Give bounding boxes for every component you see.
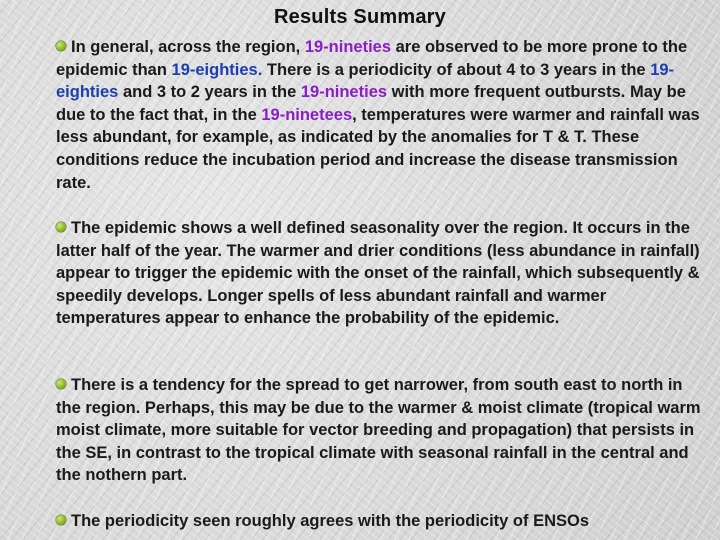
highlight-decade: 19-nineties — [300, 83, 388, 102]
bullet-item-2 — [56, 217, 710, 330]
slide-title: Results Summary — [274, 6, 446, 28]
bullet-item-1 — [56, 36, 710, 194]
bullet-text: with more frequent outbursts. May be due to the fact that, in the — [56, 83, 686, 124]
bullet-text: The epidemic shows a well defined seasonality over the region. It occurs in the latter half of the year. The warmer and drier conditions (less abundance in rainfall) appear to trigger the epidemic with the onset of the rainfall, which subsequently & speedily develops. Longer spells of less abundant rainfall and warmer temperatures appear to enhance the probability of the epidemic. — [56, 219, 700, 328]
bullet-item-4 — [56, 510, 710, 533]
highlight-decade: 19-nineties — [304, 38, 392, 56]
bullet-text: are observed to be more prone to the epidemic than — [56, 38, 688, 79]
bullet-text: The periodicity seen roughly agrees with the periodicity of ENSOs — [71, 512, 590, 530]
bullet-dot-icon — [56, 222, 66, 232]
bullet-dot-icon — [56, 515, 66, 525]
bullet-dot-icon — [56, 41, 66, 51]
bullet-text: , temperatures were warmer and rainfall was less abundant, for example, as indicated by the anomalies for T & T. These conditions reduce the incubation period and increase the disease transmission rate. — [56, 105, 700, 192]
bullet-text: There is a periodicity of about 4 to 3 years in the — [262, 60, 651, 79]
bullet-item-3 — [56, 374, 710, 487]
bullet-text: In general, across the region, — [71, 38, 305, 56]
bullet-text: There is a tendency for the spread to get narrower, from south east to north in the region. Perhaps, this may be due to the warmer & moist climate (tropical warm moist climate, more suitable for vector breeding and propagation) that persists in the SE, in contrast to the tropical climate with seasonal rainfall in the central and the nothern part. — [56, 376, 701, 485]
highlight-decade: 19-eighties. — [171, 60, 263, 79]
bullet-text: and 3 to 2 years in the — [118, 83, 301, 102]
highlight-decade: 19-eighties — [56, 60, 675, 102]
highlight-decade: 19-ninetees — [261, 105, 353, 124]
bullet-dot-icon — [56, 379, 66, 389]
